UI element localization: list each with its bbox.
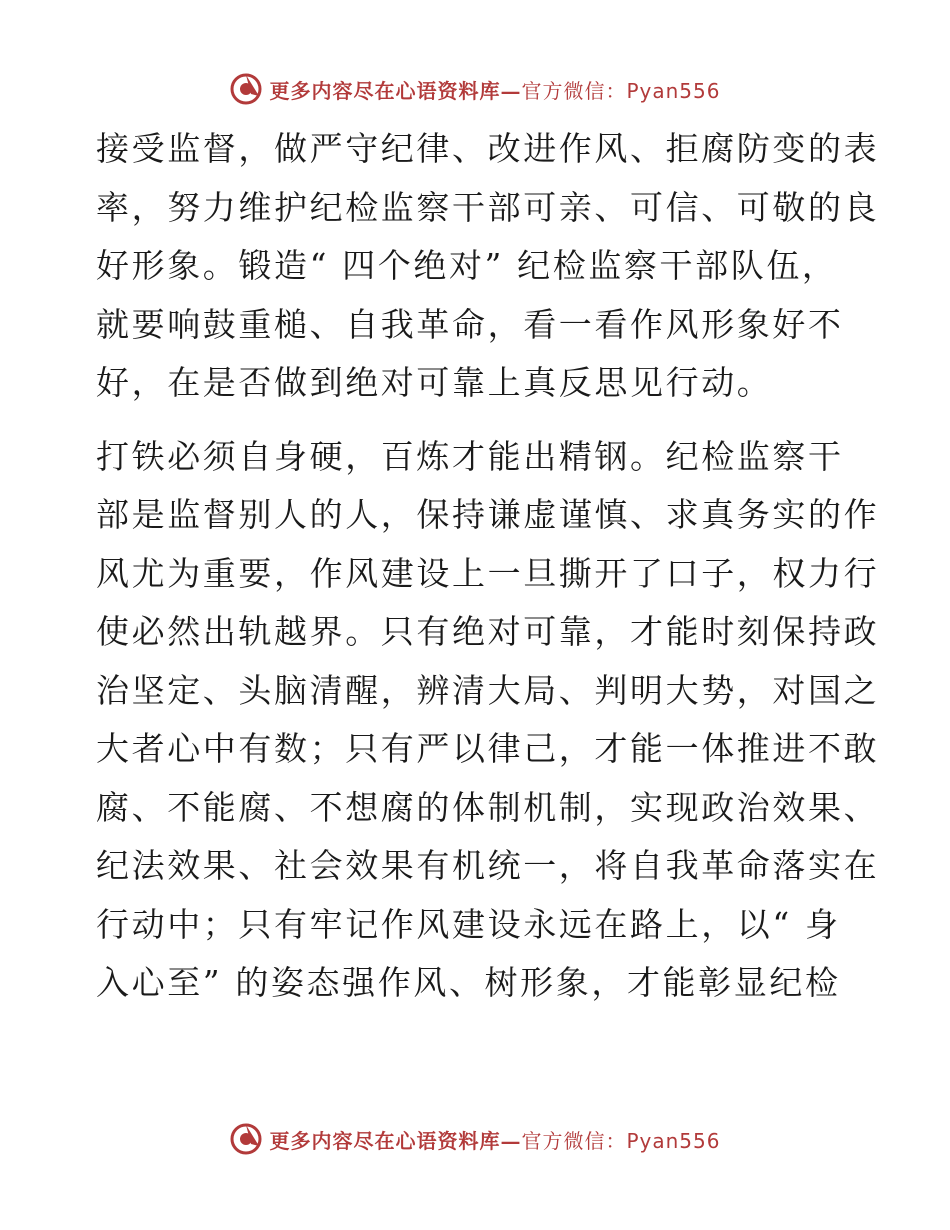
text-line: 好，在是否做到绝对可靠上真反思见行动。 bbox=[96, 363, 773, 402]
text-line: 使必然出轨越界。只有绝对可靠，才能时刻保持政 bbox=[96, 612, 880, 651]
text-line: 纪法效果、社会效果有机统一，将自我革命落实在 bbox=[96, 846, 880, 885]
text-line: 好形象。锻造“ 四个绝对” 纪检监察干部队伍， bbox=[96, 246, 838, 285]
text-line: 部是监督别人的人，保持谦虚谨慎、求真务实的作 bbox=[96, 495, 880, 534]
text-line: 就要响鼓重槌、自我革命，看一看作风形象好不 bbox=[96, 304, 844, 344]
text-line: 行动中；只有牢记作风建设永远在路上，以“ 身 bbox=[96, 904, 841, 944]
text-line: 接受监督，做严守纪律、改进作风、拒腐防变的表 bbox=[96, 129, 880, 168]
text-line: 打铁必须自身硬，百炼才能出精钢。纪检监察干 bbox=[96, 436, 844, 476]
text-line: 风尤为重要，作风建设上一旦撕开了口子，权力行 bbox=[96, 553, 880, 593]
document-body bbox=[96, 120, 880, 1013]
watermark-text: 更多内容尽在心语资料库—官方微信：Pyan556 bbox=[269, 1128, 721, 1153]
text-line: 腐、不能腐、不想腐的体制机制，实现政治效果、 bbox=[96, 787, 880, 827]
paragraph bbox=[96, 428, 880, 1013]
logo-icon bbox=[229, 1122, 263, 1156]
header-watermark bbox=[0, 72, 950, 106]
paragraph bbox=[96, 120, 880, 413]
watermark-text: 更多内容尽在心语资料库—官方微信：Pyan556 bbox=[269, 78, 721, 103]
text-line: 入心至” 的姿态强作风、树形象，才能彰显纪检 bbox=[96, 963, 841, 1002]
footer-watermark bbox=[0, 1122, 950, 1156]
logo-icon bbox=[229, 72, 263, 106]
text-line: 大者心中有数；只有严以律己，才能一体推进不敢 bbox=[96, 729, 880, 768]
text-line: 率，努力维护纪检监察干部可亲、可信、可敬的良 bbox=[96, 187, 880, 227]
text-line: 治坚定、头脑清醒，辨清大局、判明大势，对国之 bbox=[96, 670, 880, 710]
